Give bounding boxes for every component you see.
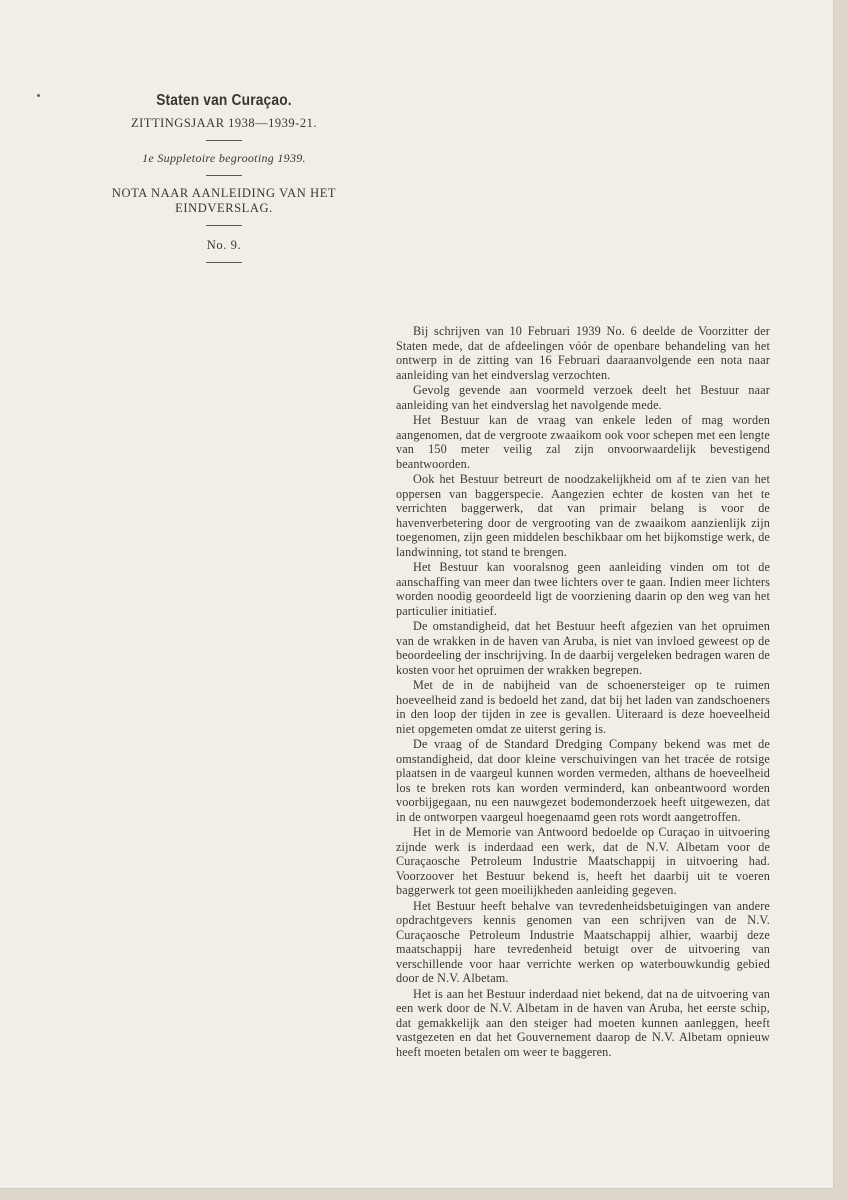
paragraph: Ook het Bestuur betreurt de noodzakelijkheid om af te zien van het oppersen van baggerspecie. Aangezien echter de kosten van het te verrichten baggerwerk, dat van primair belang is voor de havenverbetering door de vergrooting van de zwaaikom aanzienlijk zijn toegenomen, zijn geen middelen beschikbaar om het bijkomstige werk, de landwinning, tot stand te brengen.	[396, 472, 770, 559]
paragraph: Het Bestuur kan vooralsnog geen aanleiding vinden om tot de aanschaffing van meer dan twee lichters over te gaan. Indien meer lichters worden noodig geoordeeld ligt de voorziening daarin op den weg van het particulier initiatief.	[396, 560, 770, 618]
paragraph: Het Bestuur heeft behalve van tevredenheidsbetuigingen van andere opdrachtgevers kennis genomen van een schrijven van de N.V. Curaçaosche Petroleum Industrie Maatschappij alhier, waarbij deze maatschappij hare tevredenheid betuigt over de uitvoering van verschillende voor haar verrichte werken op waterbouwkundig gebied door de N.V. Albetam.	[396, 898, 770, 985]
paragraph: Het is aan het Bestuur inderdaad niet bekend, dat na de uitvoering van een werk door de N.V. Albetam in de haven van Aruba, het eerste schip, dat gemakkelijk aan den steiger had moeten kunnen aanleggen, heeft vastgezeten en dat het Gouvernement daarop de N.V. Albetam opnieuw heeft moeten betalen om weer te baggeren.	[396, 986, 770, 1059]
paragraph: Gevolg gevende aan voormeld verzoek deelt het Bestuur naar aanleiding van het eindverslag het navolgende mede.	[396, 383, 770, 412]
budget-subtitle: 1e Suppletoire begrooting 1939.	[142, 151, 306, 165]
session-year: ZITTINGSJAAR 1938—1939-21.	[131, 116, 317, 130]
nota-heading-line: NOTA NAAR AANLEIDING VAN HET	[111, 186, 337, 200]
body-text	[396, 324, 770, 1060]
paragraph: Het in de Memorie van Antwoord bedoelde op Curaçao in uitvoering zijnde werk is inderdaad een werk, dat de N.V. Albetam voor de Curaçaosche Petroleum Industrie Maatschappij in uitvoering had. Voorzoover het Bestuur bekend is, heeft het daarbij uit te voeren baggerwerk tot geen moeilijkheden aanleiding gegeven.	[396, 825, 770, 897]
document-header	[100, 90, 348, 263]
divider-rule	[206, 175, 242, 176]
divider-rule	[206, 262, 242, 263]
paragraph: De vraag of de Standard Dredging Company bekend was met de omstandigheid, dat door kleine verschuivingen van het tracée de rotsige plaatsen in de vaargeul kunnen worden vermeden, althans de hoeveelheid los te breken rots kan worden verminderd, kan onbeantwoord worden voorbijgegaan, nu een nauwgezet bodemonderzoek heeft uitgewezen, dat in de ontworpen vaargeul hoegenaamd geen rots wordt aangetroffen.	[396, 737, 770, 824]
paragraph: Het Bestuur kan de vraag van enkele leden of mag worden aangenomen, dat de vergroote zwaaikom ook voor schepen met een lengte van 150 meter veilig zal zijn onvoorwaardelijk bevestigend beantwoorden.	[396, 413, 770, 471]
document-number: No. 9.	[206, 238, 242, 252]
nota-heading	[100, 186, 348, 216]
page-mark	[37, 94, 40, 97]
divider-rule	[206, 140, 242, 141]
header-title: Staten van Curaçao.	[156, 92, 292, 109]
paragraph: Bij schrijven van 10 Februari 1939 No. 6 deelde de Voorzitter der Staten mede, dat de afdeelingen vóór de openbare behandeling van het ontwerp in de zitting van 16 Februari daaraanvolgende een nota naar aanleiding van het eindverslag verzochten.	[396, 324, 770, 382]
divider-rule	[206, 225, 242, 226]
nota-heading-line: EINDVERSLAG.	[175, 201, 273, 215]
paragraph: De omstandigheid, dat het Bestuur heeft afgezien van het opruimen van de wrakken in de haven van Aruba, is niet van invloed geweest op de beoordeeling der inschrijving. In de daarbij vergeleken bedragen waren de kosten voor het opruimen der wrakken begrepen.	[396, 619, 770, 677]
paragraph: Met de in de nabijheid van de schoenersteiger op te ruimen hoeveelheid zand is bedoeld het zand, dat bij het laden van zandschoeners in den loop der tijden in zee is gevallen. Uiteraard is deze hoeveelheid niet opgemeten omdat ze uiterst gering is.	[396, 678, 770, 736]
